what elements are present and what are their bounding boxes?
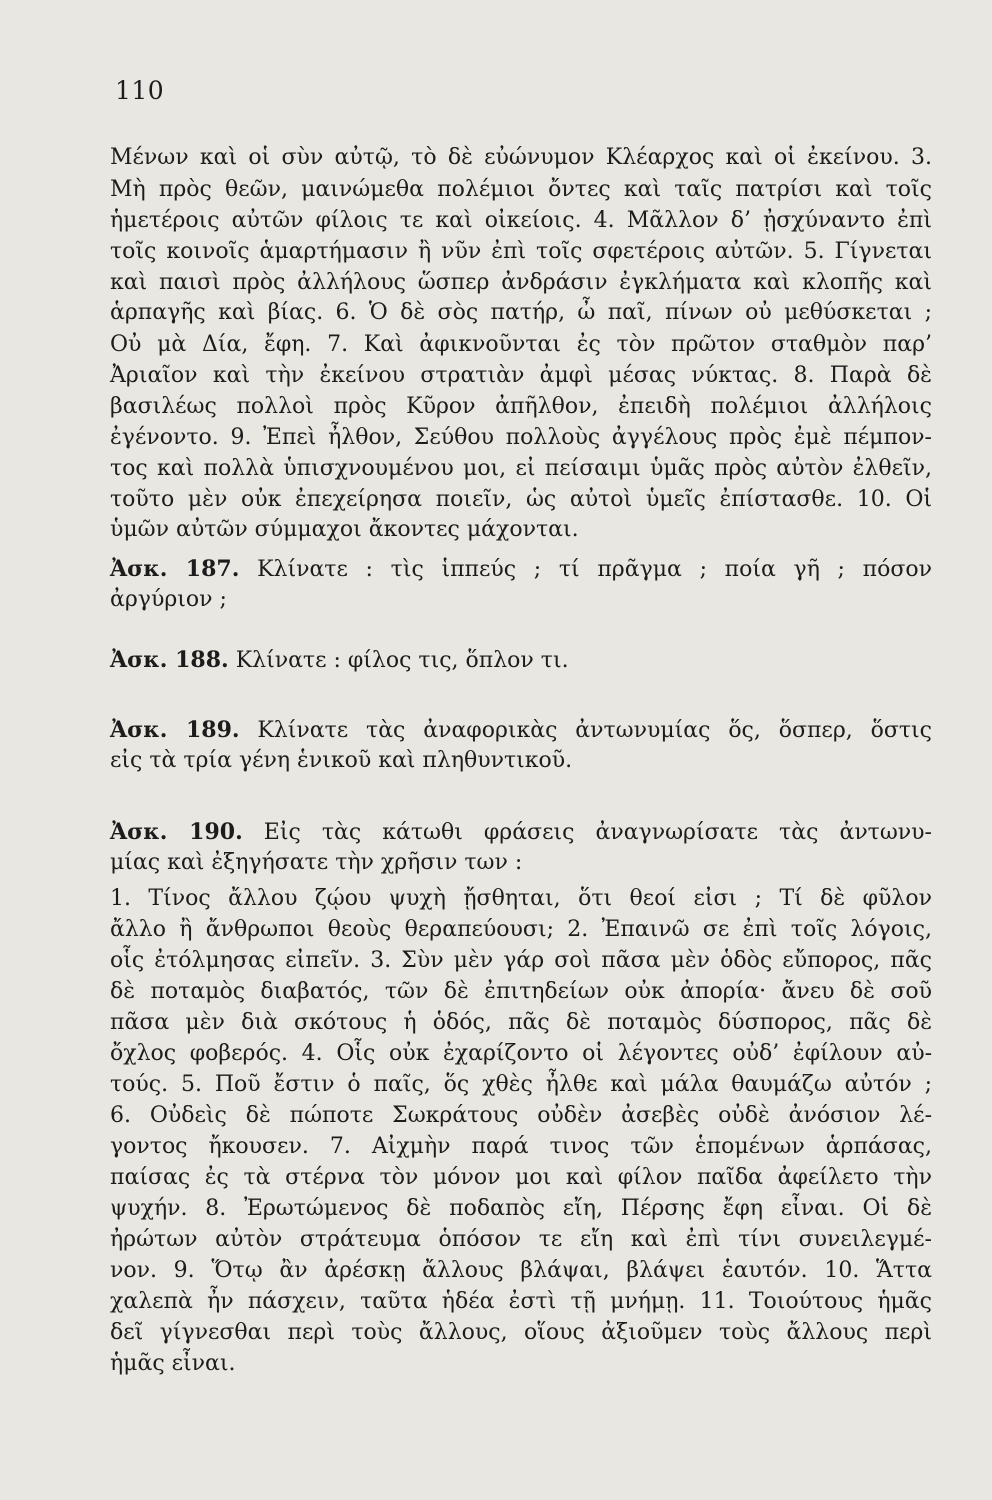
sentence-line: τούς. 5. Ποῦ ἔστιν ὁ παῖς, ὅς χθὲς ἦλθε καὶ μάλα θαυμάζω αὐτόν ; <box>110 1072 932 1097</box>
exercise-text: Κλίνατε τὰς ἀναφορικὰς ἀντωνυμίας ὅς, ὅσπερ, ὅστις <box>257 718 932 743</box>
paragraph-line: καὶ παισὶ πρὸς ἀλλήλους ὥσπερ ἀνδράσιν ἐγκλήματα καὶ κλοπῆς καὶ <box>110 270 932 295</box>
paragraph-line: ὑμῶν αὐτῶν σύμμαχοι ἄκοντες μάχονται. <box>110 517 579 542</box>
sentence-line: ἄλλο ἢ ἄνθρωποι θεοὺς θεραπεύουσι; 2. Ἐπαινῶ σε ἐπὶ τοῖς λόγοις, <box>110 917 932 942</box>
sentence-line: ψυχήν. 8. Ἐρωτώμενος δὲ ποδαπὸς εἴη, Πέρσης ἔφη εἶναι. Οἱ δὲ <box>110 1196 932 1221</box>
sentence-line: οἷς ἐτόλμησας εἰπεῖν. 3. Σὺν μὲν γάρ σοὶ πᾶσα μὲν ὁδὸς εὔπορος, πᾶς <box>110 948 932 973</box>
exercise-line <box>110 554 932 585</box>
exercise-line <box>110 817 932 848</box>
exercise-text: Κλίνατε : φίλος τις, ὅπλον τι. <box>235 648 569 673</box>
sentence-line: ἠρώτων αὐτὸν στράτευμα ὁπόσον τε εἴη καὶ ἐπὶ τίνι συνειλεγμέ- <box>110 1227 932 1252</box>
exercise-text: Εἰς τὰς κάτωθι φράσεις ἀναγνωρίσατε τὰς ἀντωνυ- <box>263 820 932 845</box>
exercise-line <box>110 645 932 676</box>
exercise-text: Κλίνατε : τὶς ἱππεύς ; τί πρᾶγμα ; ποία γῆ ; πόσον <box>257 557 932 582</box>
paragraph-line: τος καὶ πολλὰ ὑπισχνουμένου μοι, εἰ πείσαιμι ὑμᾶς πρὸς αὐτὸν ἐλθεῖν, <box>110 456 932 481</box>
exercise-label: Ἀσκ. 188. <box>110 647 229 673</box>
exercise-line <box>110 715 932 746</box>
page-number: 110 <box>115 76 165 105</box>
exercise-label: Ἀσκ. 190. <box>110 819 243 845</box>
exercise-line: ἀργύριον ; <box>110 587 227 612</box>
paragraph-line: τοῖς κοινοῖς ἁμαρτήμασιν ἢ νῦν ἐπὶ τοῖς σφετέροις αὐτῶν. 5. Γίγνεται <box>110 239 932 264</box>
sentence-line: 6. Οὐδεὶς δὲ πώποτε Σωκράτους οὐδὲν ἀσεβὲς οὐδὲ ἀνόσιον λέ- <box>110 1103 932 1128</box>
paragraph-line: Μένων καὶ οἱ σὺν αὐτῷ, τὸ δὲ εὐώνυμον Κλέαρχος καὶ οἱ ἐκείνου. 3. <box>110 145 932 170</box>
paragraph-line: Οὐ μὰ Δία, ἔφη. 7. Καὶ ἀφικνοῦνται ἐς τὸν πρῶτον σταθμὸν παρ’ <box>110 332 932 357</box>
paragraph-line: ἁρπαγῆς καὶ βίας. 6. Ὁ δὲ σὸς πατήρ, ὦ παῖ, πίνων οὐ μεθύσκεται ; <box>110 300 932 325</box>
paragraph-line: τοῦτο μὲν οὐκ ἐπεχείρησα ποιεῖν, ὡς αὐτοὶ ὑμεῖς ἐπίστασθε. 10. Οἱ <box>110 487 932 512</box>
sentence-line: δὲ ποταμὸς διαβατός, τῶν δὲ ἐπιτηδείων οὐκ ἀπορία· ἄνευ δὲ σοῦ <box>110 979 932 1004</box>
sentence-line: 1. Τίνος ἄλλου ζῴου ψυχὴ ᾔσθηται, ὅτι θεοί εἰσι ; Τί δὲ φῦλον <box>110 886 932 911</box>
sentence-line: χαλεπὰ ἦν πάσχειν, ταῦτα ἡδέα ἐστὶ τῇ μνήμῃ. 11. Τοιούτους ἡμᾶς <box>110 1289 932 1314</box>
sentence-line: ἡμᾶς εἶναι. <box>110 1351 236 1376</box>
paragraph-line: βασιλέως πολλοὶ πρὸς Κῦρον ἀπῆλθον, ἐπειδὴ πολέμιοι ἀλλήλοις <box>110 394 932 419</box>
sentence-line: δεῖ γίγνεσθαι περὶ τοὺς ἄλλους, οἵους ἀξιοῦμεν τοὺς ἄλλους περὶ <box>110 1320 932 1345</box>
sentence-line: πᾶσα μὲν διὰ σκότους ἡ ὁδός, πᾶς δὲ ποταμὸς δύσπορος, πᾶς δὲ <box>110 1010 932 1035</box>
paragraph-line: Μὴ πρὸς θεῶν, μαινώμεθα πολέμιοι ὄντες καὶ ταῖς πατρίσι καὶ τοῖς <box>110 177 932 202</box>
exercise-label: Ἀσκ. 187. <box>110 556 240 582</box>
sentence-line: παίσας ἐς τὰ στέρνα τὸν μόνον μοι καὶ φίλον παῖδα ἀφείλετο τὴν <box>110 1165 932 1190</box>
sentence-line: ὄχλος φοβερός. 4. Οἷς οὐκ ἐχαρίζοντο οἱ λέγοντες οὐδ’ ἐφίλουν αὐ- <box>110 1041 932 1066</box>
paragraph-line: Ἀριαῖον καὶ τὴν ἐκείνου στρατιὰν ἀμφὶ μέσας νύκτας. 8. Παρὰ δὲ <box>110 363 932 388</box>
exercise-label: Ἀσκ. 189. <box>110 717 240 743</box>
exercise-line: μίας καὶ ἐξηγήσατε τὴν χρῆσιν των : <box>110 850 523 875</box>
paragraph-line: ἐγένοντο. 9. Ἐπεὶ ἦλθον, Σεύθου πολλοὺς ἀγγέλους πρὸς ἐμὲ πέμπον- <box>110 425 932 450</box>
sentence-line: νον. 9. Ὅτῳ ἂν ἀρέσκῃ ἄλλους βλάψαι, βλάψει ἑαυτόν. 10. Ἅττα <box>110 1258 932 1283</box>
exercise-line: εἰς τὰ τρία γένη ἑνικοῦ καὶ πληθυντικοῦ. <box>110 748 573 773</box>
sentence-line: γοντος ἤκουσεν. 7. Αἰχμὴν παρά τινος τῶν ἑπομένων ἁρπάσας, <box>110 1134 932 1159</box>
paragraph-line: ἡμετέροις αὐτῶν φίλοις τε καὶ οἰκείοις. 4. Μᾶλλον δ’ ᾐσχύναντο ἐπὶ <box>110 208 932 233</box>
